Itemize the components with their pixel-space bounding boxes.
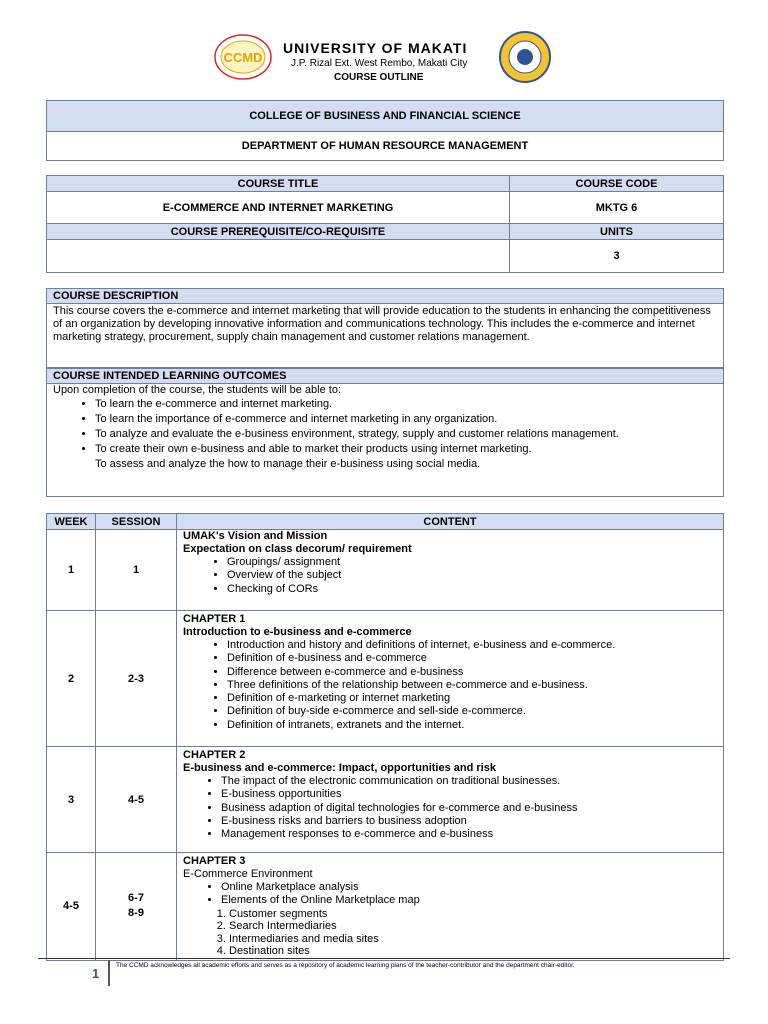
week-cell: 2 <box>47 611 96 747</box>
session-cell: 1 <box>96 530 177 611</box>
week-cell: 4-5 <box>47 853 96 961</box>
course-outline-label: COURSE OUTLINE <box>334 72 424 83</box>
list-item: • Three definitions of the relationship between e-commerce and e-business. <box>227 679 717 692</box>
list-item: • Definition of intranets, extranets and the internet. <box>227 719 717 732</box>
table-row <box>47 530 724 611</box>
document-header <box>0 28 768 88</box>
list-item: • Definition of e-business and e-commerce <box>227 652 717 665</box>
list-item: 3. Intermediaries and media sites <box>229 933 717 946</box>
chapter-title: Introduction to e-business and e-commerce <box>183 626 412 638</box>
chapter-title: E-Commerce Environment <box>183 868 313 880</box>
prereq-header: COURSE PREREQUISITE/CO-REQUISITE <box>47 224 510 240</box>
list-item: • To create their own e-business and able to market their products using internet marketing. <box>95 442 723 457</box>
list-item: • Definition of buy-side e-commerce and sell-side e-commerce. <box>227 705 717 718</box>
week-header: WEEK <box>47 514 96 530</box>
session-cell: 4-5 <box>96 747 177 853</box>
outcomes-tail: To assess and analyze the how to manage their e-business using social media. <box>95 458 481 470</box>
chapter-label: CHAPTER 1 <box>183 613 246 625</box>
svg-text:CCMD: CCMD <box>223 50 263 65</box>
course-info-table <box>46 175 724 273</box>
week-cell: 3 <box>47 747 96 853</box>
university-name: UNIVERSITY OF MAKATI <box>283 40 468 56</box>
course-title: E-COMMERCE AND INTERNET MARKETING <box>47 192 510 224</box>
table-row <box>47 611 724 747</box>
session-cell: 2-3 <box>96 611 177 747</box>
units-value: 3 <box>510 240 724 273</box>
list-item: • Definition of e-marketing or internet marketing <box>227 692 717 705</box>
list-item: • Business adaption of digital technologies for e-commerce and e-business <box>221 802 717 815</box>
footer-note: The CCMD acknowledges all academic efforts and serves as a repository of academic learning plans of the teacher-contributor and the department chair-editor. <box>116 962 575 969</box>
ccmd-logo <box>212 32 274 82</box>
list-item: • Elements of the Online Marketplace map <box>221 894 717 907</box>
list-item: • E-business risks and barriers to business adoption <box>221 815 717 828</box>
course-title-header: COURSE TITLE <box>47 176 510 192</box>
list-item: • Management responses to e-commerce and e-business <box>221 828 717 841</box>
table-row <box>47 853 724 961</box>
list-item: • To learn the importance of e-commerce and internet marketing in any organization. <box>95 412 723 427</box>
outcomes-list <box>47 397 723 457</box>
university-address: J.P. Rizal Ext. West Rembo, Makati City <box>291 58 468 69</box>
session-value: 6-7 <box>128 892 144 905</box>
list-item: • Overview of the subject <box>227 569 717 582</box>
content-cell <box>177 611 724 747</box>
session-cell <box>96 853 177 961</box>
units-header: UNITS <box>510 224 724 240</box>
list-item: • Online Marketplace analysis <box>221 881 717 894</box>
page-number: 1 <box>92 966 100 981</box>
course-description <box>46 288 724 368</box>
list-item: • E-business opportunities <box>221 788 717 801</box>
list-item: • Difference between e-commerce and e-business <box>227 666 717 679</box>
list-item: • To learn the e-commerce and internet marketing. <box>95 397 723 412</box>
university-seal <box>498 30 552 84</box>
description-text: This course covers the e-commerce and internet marketing that will provide education to the students in enhancing the competitiveness of an organization by developing innovative information and communications technology. This includes the e-commerce and internet marketing strategy, procurement, supply chain management and customer relations management. <box>53 305 711 343</box>
session-header: SESSION <box>96 514 177 530</box>
row-heading: Expectation on class decorum/ requirement <box>183 543 412 555</box>
list-item: 2. Search Intermediaries <box>229 920 717 933</box>
table-row <box>47 747 724 853</box>
course-code: MKTG 6 <box>510 192 724 224</box>
chapter-title: E-business and e-commerce: Impact, opportunities and risk <box>183 762 496 774</box>
list-item: • To analyze and evaluate the e-business environment, strategy, supply and customer relations management. <box>95 427 723 442</box>
schedule-table <box>46 513 724 961</box>
chapter-label: CHAPTER 3 <box>183 855 246 867</box>
outcomes-header: COURSE INTENDED LEARNING OUTCOMES <box>47 369 723 384</box>
footer-divider <box>38 958 730 959</box>
college-title: COLLEGE OF BUSINESS AND FINANCIAL SCIENCE <box>46 100 724 132</box>
list-item: • Introduction and history and definitions of internet, e-business and e-commerce. <box>227 639 717 652</box>
list-item: • Groupings/ assignment <box>227 556 717 569</box>
content-header: CONTENT <box>177 514 724 530</box>
outcomes-intro: Upon completion of the course, the students will be able to: <box>53 384 342 396</box>
list-item: • The impact of the electronic communication on traditional businesses. <box>221 775 717 788</box>
list-item: 1. Customer segments <box>229 908 717 921</box>
prereq-value <box>47 240 510 273</box>
content-cell <box>177 853 724 961</box>
session-value: 8-9 <box>128 907 144 920</box>
content-cell <box>177 530 724 611</box>
row-heading: UMAK's Vision and Mission <box>183 530 328 542</box>
learning-outcomes <box>46 368 724 497</box>
chapter-label: CHAPTER 2 <box>183 749 246 761</box>
week-cell: 1 <box>47 530 96 611</box>
list-item: 4. Destination sites <box>229 945 717 958</box>
course-code-header: COURSE CODE <box>510 176 724 192</box>
list-item: • Checking of CORs <box>227 583 717 596</box>
footer-separator <box>108 960 110 986</box>
description-header: COURSE DESCRIPTION <box>47 289 723 304</box>
content-cell <box>177 747 724 853</box>
department-title: DEPARTMENT OF HUMAN RESOURCE MANAGEMENT <box>46 131 724 161</box>
